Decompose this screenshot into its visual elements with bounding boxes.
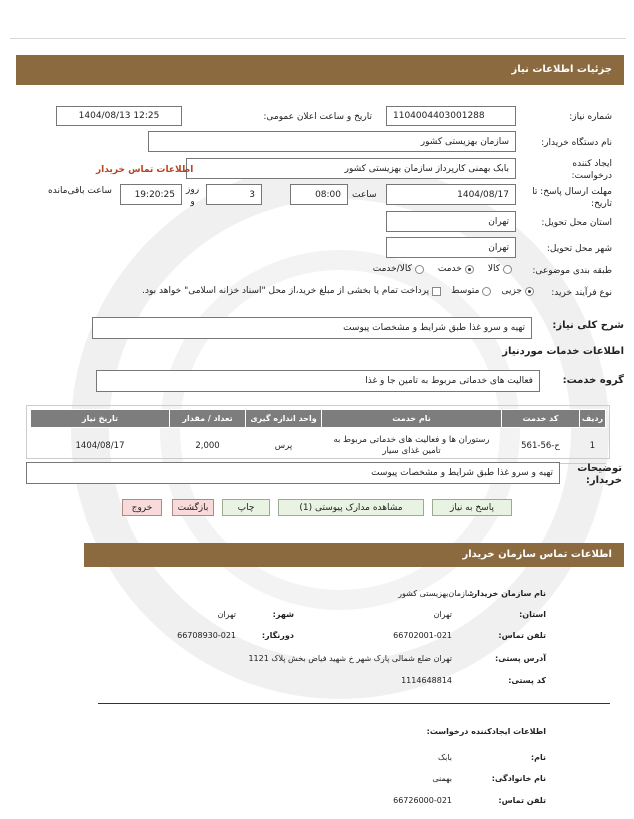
contact-city-label: شهر: [272, 610, 294, 619]
category-label: طبقه بندی موضوعی: [532, 266, 612, 276]
cell-service-code: ح-56-561 [502, 428, 580, 464]
contact-section-title: اطلاعات تماس سازمان خریدار [462, 549, 612, 560]
creator-field[interactable]: بابک بهمنی کارپرداز سازمان بهزیستی کشور [186, 158, 516, 179]
table-row[interactable] [31, 428, 606, 464]
treasury-note: پرداخت تمام یا بخشی از مبلغ خرید،از محل "اسناد خزانه اسلامی" خواهد بود. [142, 286, 430, 296]
col-unit: واحد اندازه گیری [246, 410, 322, 428]
cell-service-name: رستوران ها و فعالیت های خدماتی مربوط به تامین غذای سیار [322, 428, 502, 464]
category-option-goods-label: کالا [487, 264, 500, 274]
cell-need-date: 1404/08/17 [31, 428, 170, 464]
creator-phone-label: تلفن تماس: [498, 796, 546, 805]
process-option-medium[interactable] [451, 286, 491, 296]
city-field[interactable]: تهران [386, 237, 516, 258]
services-section-title: اطلاعات خدمات موردنیاز [502, 346, 624, 357]
items-table-header-row [31, 410, 606, 428]
service-group-label: گروه خدمت: [562, 375, 624, 386]
deadline-time-field[interactable]: 08:00 [290, 184, 348, 205]
reply-button[interactable]: پاسخ به نیاز [432, 499, 512, 516]
contact-city-value: تهران [217, 610, 236, 619]
radio-goods-service[interactable] [415, 265, 424, 274]
contact-address-value: تهران ضلع شمالی پارک شهر خ شهید فیاض بخش پلاک 1121 [248, 654, 452, 663]
view-attachments-button[interactable]: مشاهده مدارک پیوستی (1) [278, 499, 424, 516]
category-option-goods[interactable] [488, 264, 512, 274]
deadline-label [532, 186, 612, 210]
contact-address-label: آدرس پستی: [495, 654, 546, 663]
page-header [16, 55, 624, 85]
process-label: نوع فرآیند خرید: [551, 288, 612, 298]
col-service-name: نام خدمت [322, 410, 502, 428]
announce-label: تاریخ و ساعت اعلان عمومی: [263, 112, 372, 122]
category-option-service-label: خدمت [437, 264, 462, 274]
contact-province-value: تهران [433, 610, 452, 619]
cell-unit: پرس [246, 428, 322, 464]
buyer-notes-label [577, 463, 622, 487]
col-service-code: کد خدمت [502, 410, 580, 428]
remaining-time-field[interactable]: 19:20:25 [120, 184, 182, 205]
need-number-label: شماره نیاز: [569, 112, 612, 122]
creator-info-title: اطلاعات ایجادکننده درخواست: [426, 727, 546, 736]
process-options [142, 286, 534, 296]
service-group-field[interactable]: فعالیت های خدماتی مربوط به تامین جا و غذا [96, 370, 540, 392]
process-option-medium-label: متوسط [451, 286, 480, 296]
deadline-time-label: ساعت [352, 190, 377, 200]
category-option-both[interactable] [373, 264, 424, 274]
back-button[interactable]: بازگشت [172, 499, 214, 516]
remaining-days-field[interactable]: 3 [206, 184, 262, 205]
buyer-org-label: نام دستگاه خریدار: [541, 138, 612, 148]
contact-phone-value: 66702001-021 [393, 631, 452, 640]
remaining-time-label: ساعت باقی‌مانده [48, 186, 112, 196]
creator-label-line2: درخواست: [571, 171, 612, 181]
top-divider [10, 38, 626, 39]
category-option-both-label: کالا/خدمت [372, 264, 412, 274]
buyer-contact-link[interactable]: اطلاعات تماس خریدار [96, 165, 194, 175]
process-option-minor[interactable] [501, 286, 534, 296]
col-quantity: تعداد / مقدار [170, 410, 246, 428]
days-label-suffix: و [190, 197, 195, 207]
category-options [373, 264, 512, 274]
creator-label-line1: ایجاد کننده [572, 159, 612, 169]
contact-section-header [84, 543, 624, 567]
contact-org-value: سازمان‌بهزیستی کشور [398, 589, 474, 598]
contact-org-label: نام سازمان خریدار: [469, 589, 546, 598]
contact-postal-value: 1114648814 [401, 676, 452, 685]
treasury-checkbox-group[interactable] [142, 286, 441, 296]
creator-phone-value: 66726000-021 [393, 796, 452, 805]
page-title: جزئیات اطلاعات نیاز [511, 64, 612, 75]
creator-name-label: نام: [530, 753, 546, 762]
col-need-date: تاریخ نیاز [31, 410, 170, 428]
contact-postal-label: کد پستی: [508, 676, 546, 685]
creator-family-label: نام خانوادگی: [491, 774, 546, 783]
radio-minor[interactable] [525, 287, 534, 296]
print-button[interactable]: چاپ [222, 499, 270, 516]
cell-row-number: 1 [580, 428, 606, 464]
contact-divider [98, 703, 610, 704]
summary-field[interactable]: تهیه و سرو غذا طبق شرایط و مشخصات پیوست [92, 317, 532, 339]
exit-button[interactable]: خروج [122, 499, 162, 516]
items-table-wrapper [26, 405, 610, 459]
creator-label [572, 158, 612, 182]
deadline-label-line1: مهلت ارسال پاسخ: تا [532, 187, 612, 197]
city-label: شهر محل تحویل: [546, 244, 612, 254]
treasury-checkbox[interactable] [432, 287, 441, 296]
buyer-org-field[interactable]: سازمان بهزیستی کشور [148, 131, 516, 152]
deadline-date-field[interactable]: 1404/08/17 [386, 184, 516, 205]
contact-province-label: استان: [519, 610, 546, 619]
buyer-notes-field[interactable]: تهیه و سرو غذا طبق شرایط و مشخصات پیوست [26, 462, 560, 484]
cell-quantity: 2,000 [170, 428, 246, 464]
contact-fax-label: دورنگار: [261, 631, 294, 640]
radio-medium[interactable] [482, 287, 491, 296]
items-table [30, 409, 606, 464]
province-label: استان محل تحویل: [541, 218, 612, 228]
buyer-notes-label-line2: خریدار: [585, 475, 622, 486]
radio-service[interactable] [465, 265, 474, 274]
summary-label: شرح کلی نیاز: [552, 320, 624, 331]
contact-fax-value: 66708930-021 [177, 631, 236, 640]
category-option-service[interactable] [438, 264, 474, 274]
radio-goods[interactable] [503, 265, 512, 274]
announce-field[interactable]: 1404/08/13 12:25 [56, 106, 182, 126]
buyer-notes-label-line1: توضیحات [577, 463, 622, 474]
need-number-field[interactable]: 1104004403001288 [386, 106, 516, 126]
days-label-text: روز [186, 185, 200, 195]
province-field[interactable]: تهران [386, 211, 516, 232]
process-option-minor-label: جزیی [501, 286, 522, 296]
days-label [186, 184, 199, 208]
creator-family-value: بهمنی [432, 774, 452, 783]
col-row-number: ردیف [580, 410, 606, 428]
contact-phone-label: تلفن تماس: [498, 631, 546, 640]
deadline-label-line2: تاریخ: [591, 199, 612, 209]
creator-name-value: بابک [437, 753, 452, 762]
